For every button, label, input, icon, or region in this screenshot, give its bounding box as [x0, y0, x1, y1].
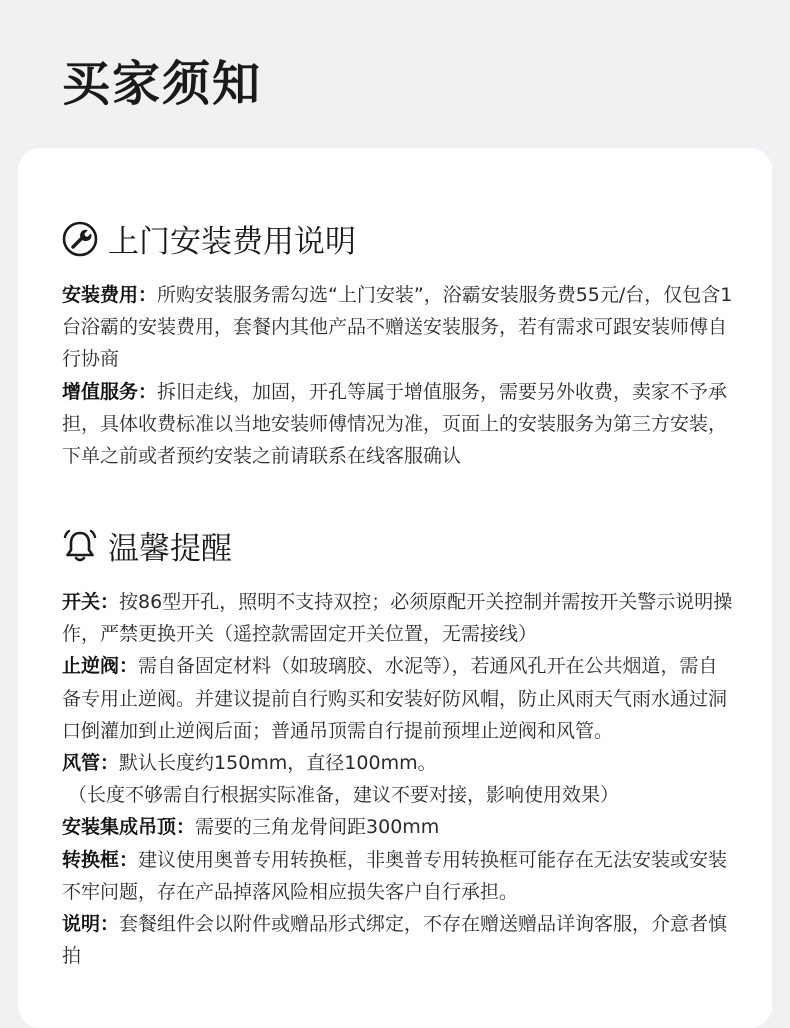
item-text: 套餐组件会以附件或赠品形式绑定，不存在赠送赠品详询客服，介意者慎拍: [62, 913, 728, 968]
item-text: 需自备固定材料（如玻璃胶、水泥等），若通风孔开在公共烟道，需自备专用止逆阀。并建议提前自行购买和安装好防风帽，防止风雨天气雨水通过洞口倒灌加到止逆阀后面；普通吊顶需自行提前预埋止逆阀和风管。: [62, 655, 728, 742]
item-text: 拆旧走线，加固，开孔等属于增值服务，需要另外收费，卖家不予承担，具体收费标准以当地安装师傅情况为准，页面上的安装服务为第三方安装，下单之前或者预约安装之前请联系在线客服确认: [62, 380, 728, 468]
reminder-item-duct-note: [62, 779, 734, 811]
item-label: 转换框：: [62, 848, 139, 871]
item-text: 所购安装服务需勾选“上门安装”，浴霸安装服务费55元/台，仅包含1台浴霸的安装费用，套餐内其他产品不赠送安装服务，若有需求可跟安装师傅自行协商: [62, 284, 733, 371]
item-text: 默认长度约150mm，直径100mm。: [119, 752, 437, 775]
item-label: 开关：: [62, 591, 120, 613]
item-label: 增值服务：: [62, 380, 158, 403]
install-item-fee: [62, 279, 734, 376]
install-item-value-added: [62, 376, 734, 473]
reminder-item-duct: [62, 747, 734, 779]
item-label: 止逆阀：: [62, 655, 139, 678]
reminder-item-adapter-frame: [62, 844, 734, 908]
reminder-heading: [62, 523, 232, 568]
reminder-body: [62, 586, 734, 972]
install-fee-heading-text: 上门安装费用说明: [108, 224, 356, 260]
bell-icon: [62, 528, 98, 564]
reminder-item-note: [62, 908, 734, 972]
item-label: 安装费用：: [62, 284, 158, 306]
item-text: 需要的三角龙骨间距300mm: [195, 816, 440, 839]
item-text: 建议使用奥普专用转换框，非奥普专用转换框可能存在无法安装或安装不牢问题，存在产品掉落风险相应损失客户自行承担。: [62, 848, 728, 903]
item-label: 安装集成吊顶：: [62, 816, 196, 839]
wrench-icon: [62, 221, 98, 257]
install-fee-body: [62, 279, 734, 472]
item-text: 按86型开孔，照明不支持双控；必须原配开关控制并需按开关警示说明操作，严禁更换开关（遥控款需固定开关位置，无需接线）: [62, 591, 733, 646]
page-title: 买家须知: [62, 56, 263, 112]
item-text: （长度不够需自行根据实际准备，建议不要对接，影响使用效果）: [68, 784, 620, 807]
item-label: 风管：: [62, 752, 120, 775]
reminder-item-switch: [62, 586, 734, 650]
reminder-item-check-valve: [62, 650, 734, 747]
notice-card: [18, 148, 772, 1028]
reminder-heading-text: 温馨提醒: [108, 531, 232, 567]
install-fee-heading: [62, 216, 356, 261]
reminder-item-ceiling: [62, 811, 734, 843]
item-label: 说明：: [62, 913, 120, 936]
